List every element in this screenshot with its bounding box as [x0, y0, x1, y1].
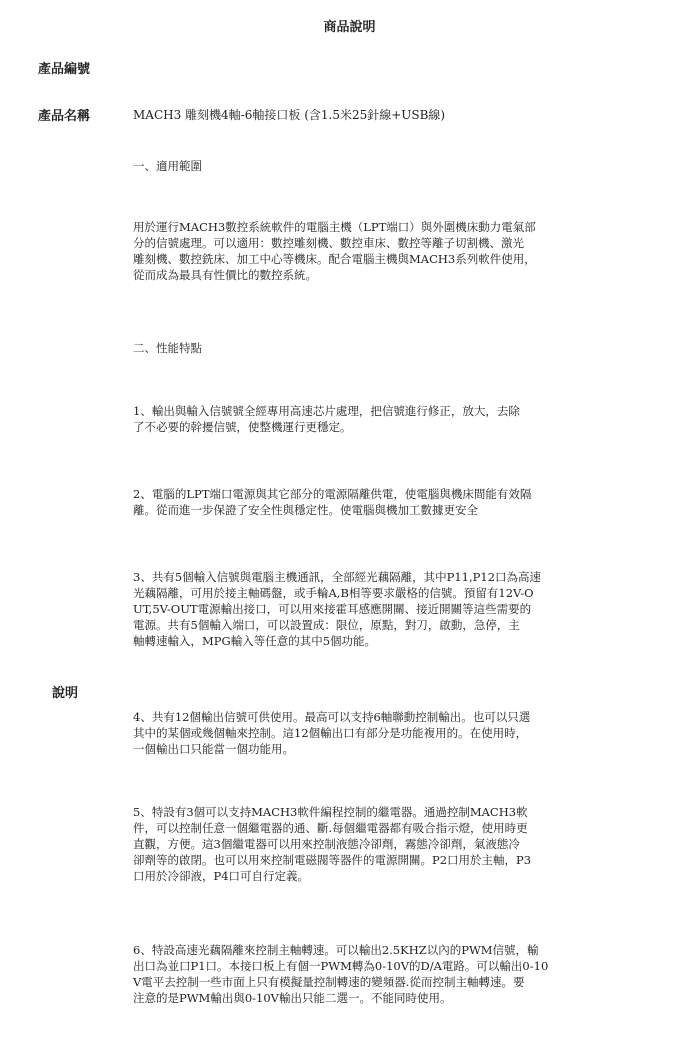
product-name-value: MACH3 雕刻機4軸-6軸接口板 (含1.5米25針線+USB線)	[133, 108, 446, 122]
feature-1-paragraph: 1、輸出與輸入信號號全經專用高速芯片處理，把信號進行修正，放大，去除 了不必要的幹擾信號，使整機運行更穩定。	[133, 404, 520, 434]
feature-6-paragraph: 6、特設高速光藕隔離來控制主軸轉速。可以輸出2.5KHZ以內的PWM信號，輸 出口為並口P1口。本接口板上有個一PWM轉為0-10V的D/A電路。可以輸出0-10 V電平去控制一些市面上只有模擬量控制轉速的變頻器.從而控制主軸轉速。要 注意的是PWM輸出與0-10V輸出只能二選一。不能同時使用。	[133, 943, 549, 1005]
feature-2-paragraph: 2、電腦的LPT端口電源與其它部分的電源隔離供電，使電腦與機床間能有效隔 離。從而進一步保證了安全性與穩定性。使電腦與機加工數據更安全	[133, 487, 532, 517]
scope-section-title: 一、適用範圍	[133, 159, 202, 173]
product-code-label: 產品編號	[38, 62, 91, 77]
description-label: 說明	[52, 686, 79, 701]
scope-paragraph: 用於運行MACH3數控系統軟件的電腦主機（LPT端口）與外圍機床動力電氣部 分的信號處理。可以適用：數控雕刻機、數控車床、數控等離子切割機、激光 雕刻機、數控銑床、加工中心等機床。配合電腦主機與MACH3系列軟件使用， 從而成為最具有性價比的數控系統。	[133, 220, 536, 282]
feature-3-paragraph: 3、共有5個輸入信號與電腦主機通訊，全部經光藕隔離，其中P11,P12口為高速 光藕隔離，可用於接主軸碼盤，或手輪A,B相等要求嚴格的信號。預留有12V-O UT,5V-OUT電源輸出接口，可以用來接霍耳感應開關、接近開關等這些需要的 電源。共有5個輸入端口，可以設置成：限位，原點，對刀，啟動，急停，主 軸轉速輸入，MPG輸入等任意的其中5個功能。	[133, 570, 542, 648]
feature-5-paragraph: 5、特設有3個可以支持MACH3軟件編程控制的繼電器。通過控制MACH3軟 件，可以控制任意一個繼電器的通、斷.每個繼電器都有吸合指示燈，使用時更 直觀，方便。這3個繼電器可以用來控制液態冷卻劑，霧態冷卻劑，氣液態冷 卻劑等的啟閉。也可以用來控制電磁閥等器件的電源開關。P2口用於主軸，P3 口用於冷卻液，P4口可自行定義。	[133, 805, 532, 883]
feature-4-paragraph: 4、共有12個輸出信號可供使用。最高可以支持6軸聯動控制輸出。也可以只選 其中的某個或幾個軸來控制。這12個輸出口有部分是功能複用的。在使用時， 一個輸出口只能當一個功能用。	[133, 710, 531, 756]
page-title: 商品說明	[323, 20, 376, 35]
features-section-title: 二、性能特點	[133, 341, 202, 355]
product-name-label: 產品名稱	[38, 109, 91, 124]
